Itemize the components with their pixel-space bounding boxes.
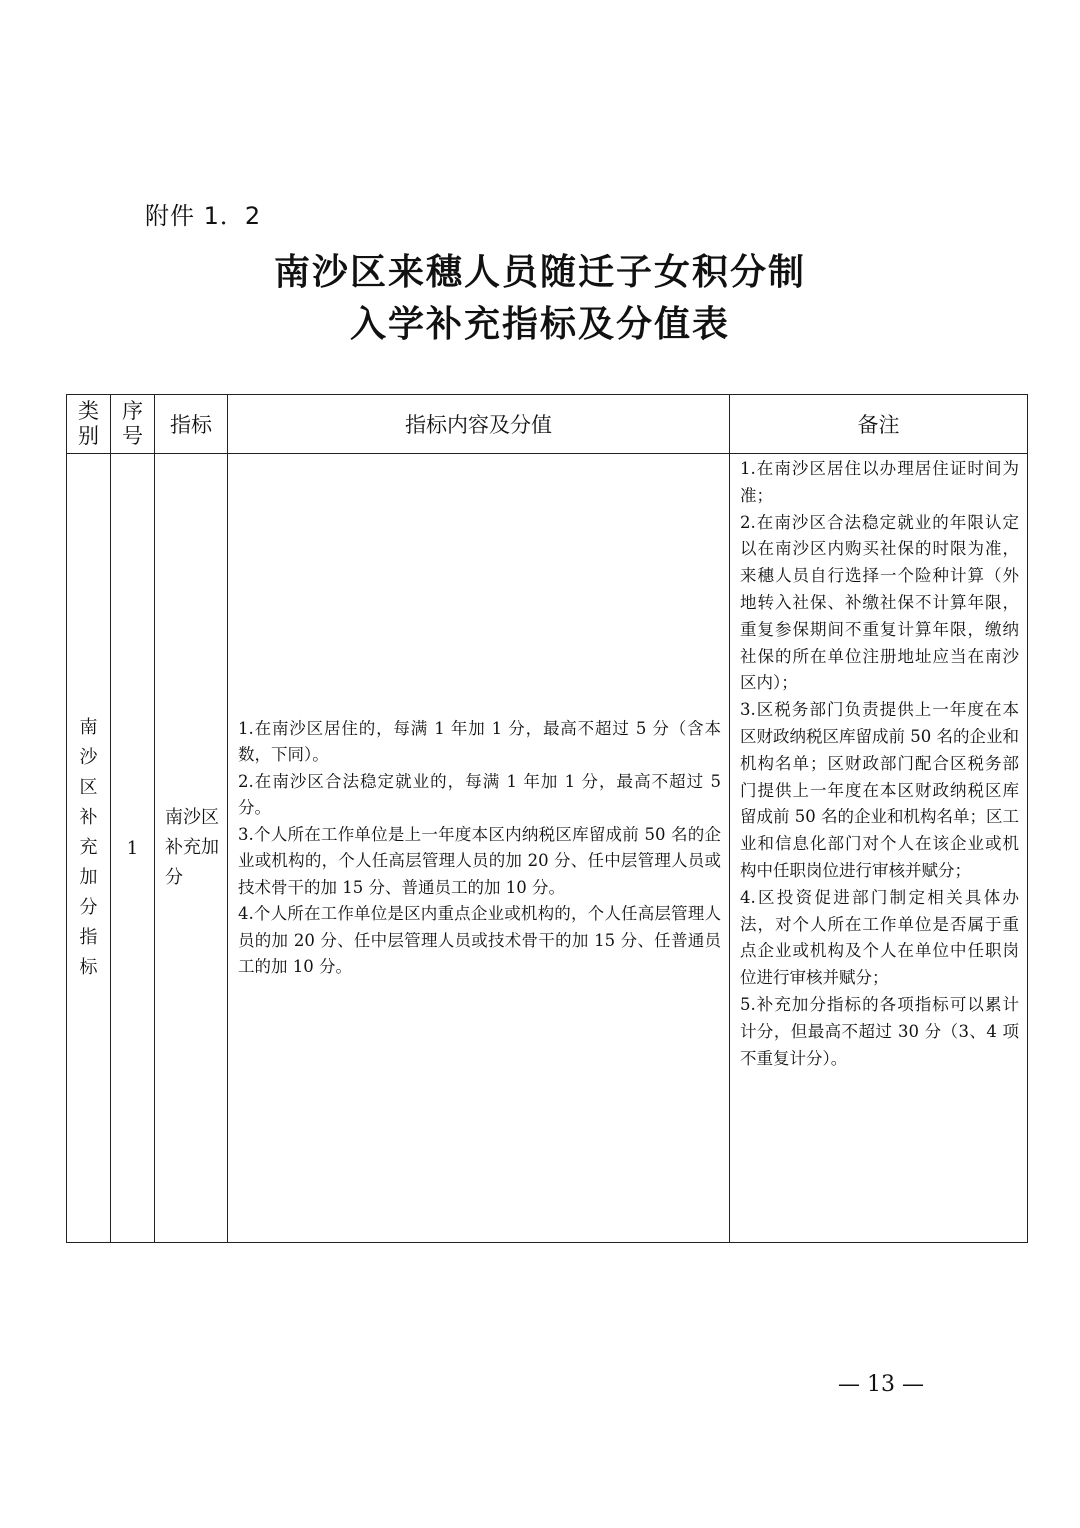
content-item: 3.个人所在工作单位是上一年度本区内纳税区库留成前 50 名的企业或机构的，个人任高层管理人员的加 20 分、任中层管理人员或技术骨干的加 15 分、普通员工的加 10 分。 [238, 824, 721, 897]
content-item: 1.在南沙区居住的，每满 1 年加 1 分，最高不超过 5 分（含本数，下同）。 [238, 718, 721, 764]
index-cell: 1 [111, 454, 155, 1243]
header-index-char: 号 [122, 424, 143, 448]
header-remarks: 备注 [730, 395, 1028, 454]
content-item: 2.在南沙区合法稳定就业的，每满 1 年加 1 分，最高不超过 5 分。 [238, 771, 721, 817]
category-char: 充 [79, 837, 98, 858]
category-char: 加 [79, 867, 98, 888]
remark-item: 5.补充加分指标的各项指标可以累计计分，但最高不超过 30 分（3、4 项不重复计分）。 [740, 994, 1019, 1068]
remark-item: 1.在南沙区居住以办理居住证时间为准； [740, 459, 1019, 505]
content-cell [228, 454, 730, 1243]
document-title-line-2: 入学补充指标及分值表 [349, 304, 730, 345]
attachment-label: 附件 1．2 [145, 202, 262, 230]
table-header-row [67, 395, 1028, 454]
header-content: 指标内容及分值 [228, 395, 730, 454]
content-item: 4.个人所在工作单位是区内重点企业或机构的，个人任高层管理人员的加 20 分、任中层管理人员或技术骨干的加 15 分、任普通员工的加 10 分。 [238, 904, 721, 976]
indicator-table [66, 394, 1028, 1243]
indicator-cell: 南沙区补充加分 [155, 454, 228, 1243]
header-index [111, 395, 155, 454]
category-char: 沙 [79, 747, 98, 768]
category-char: 标 [79, 957, 98, 978]
remark-item: 4.区投资促进部门制定相关具体办法，对个人所在工作单位是否属于重点企业或机构及个人在单位中任职岗位进行审核并赋分； [740, 887, 1019, 988]
header-index-char: 序 [122, 399, 143, 423]
remark-item: 3.区税务部门负责提供上一年度在本区财政纳税区库留成前 50 名的企业和机构名单；区财政部门配合区税务部门提供上一年度在本区财政纳税区库留成前 50 名的企业和机构名单；区工业和信息化部门对个人在该企业或机构中任职岗位进行审核并赋分； [740, 700, 1019, 880]
header-category-char: 类 [78, 399, 99, 423]
remarks-cell [730, 454, 1028, 1243]
remark-item: 2.在南沙区合法稳定就业的年限认定以在南沙区内购买社保的时限为准，来穗人员自行选择一个险种计算（外地转入社保、补缴社保不计算年限，重复参保期间不重复计算年限，缴纳社保的所在单位注册地址应当在南沙区内）； [740, 512, 1019, 693]
header-category-char: 别 [78, 424, 99, 448]
category-char: 补 [79, 807, 98, 828]
document-title-line-1: 南沙区来穗人员随迁子女积分制 [273, 252, 806, 293]
category-cell [67, 454, 111, 1243]
page-number: — 13 — [838, 1372, 924, 1397]
header-indicator: 指标 [155, 395, 228, 454]
category-char: 分 [79, 897, 98, 918]
table-row [67, 454, 1028, 1243]
header-category [67, 395, 111, 454]
category-char: 南 [79, 717, 98, 738]
category-char: 区 [79, 777, 98, 798]
category-char: 指 [79, 927, 98, 948]
